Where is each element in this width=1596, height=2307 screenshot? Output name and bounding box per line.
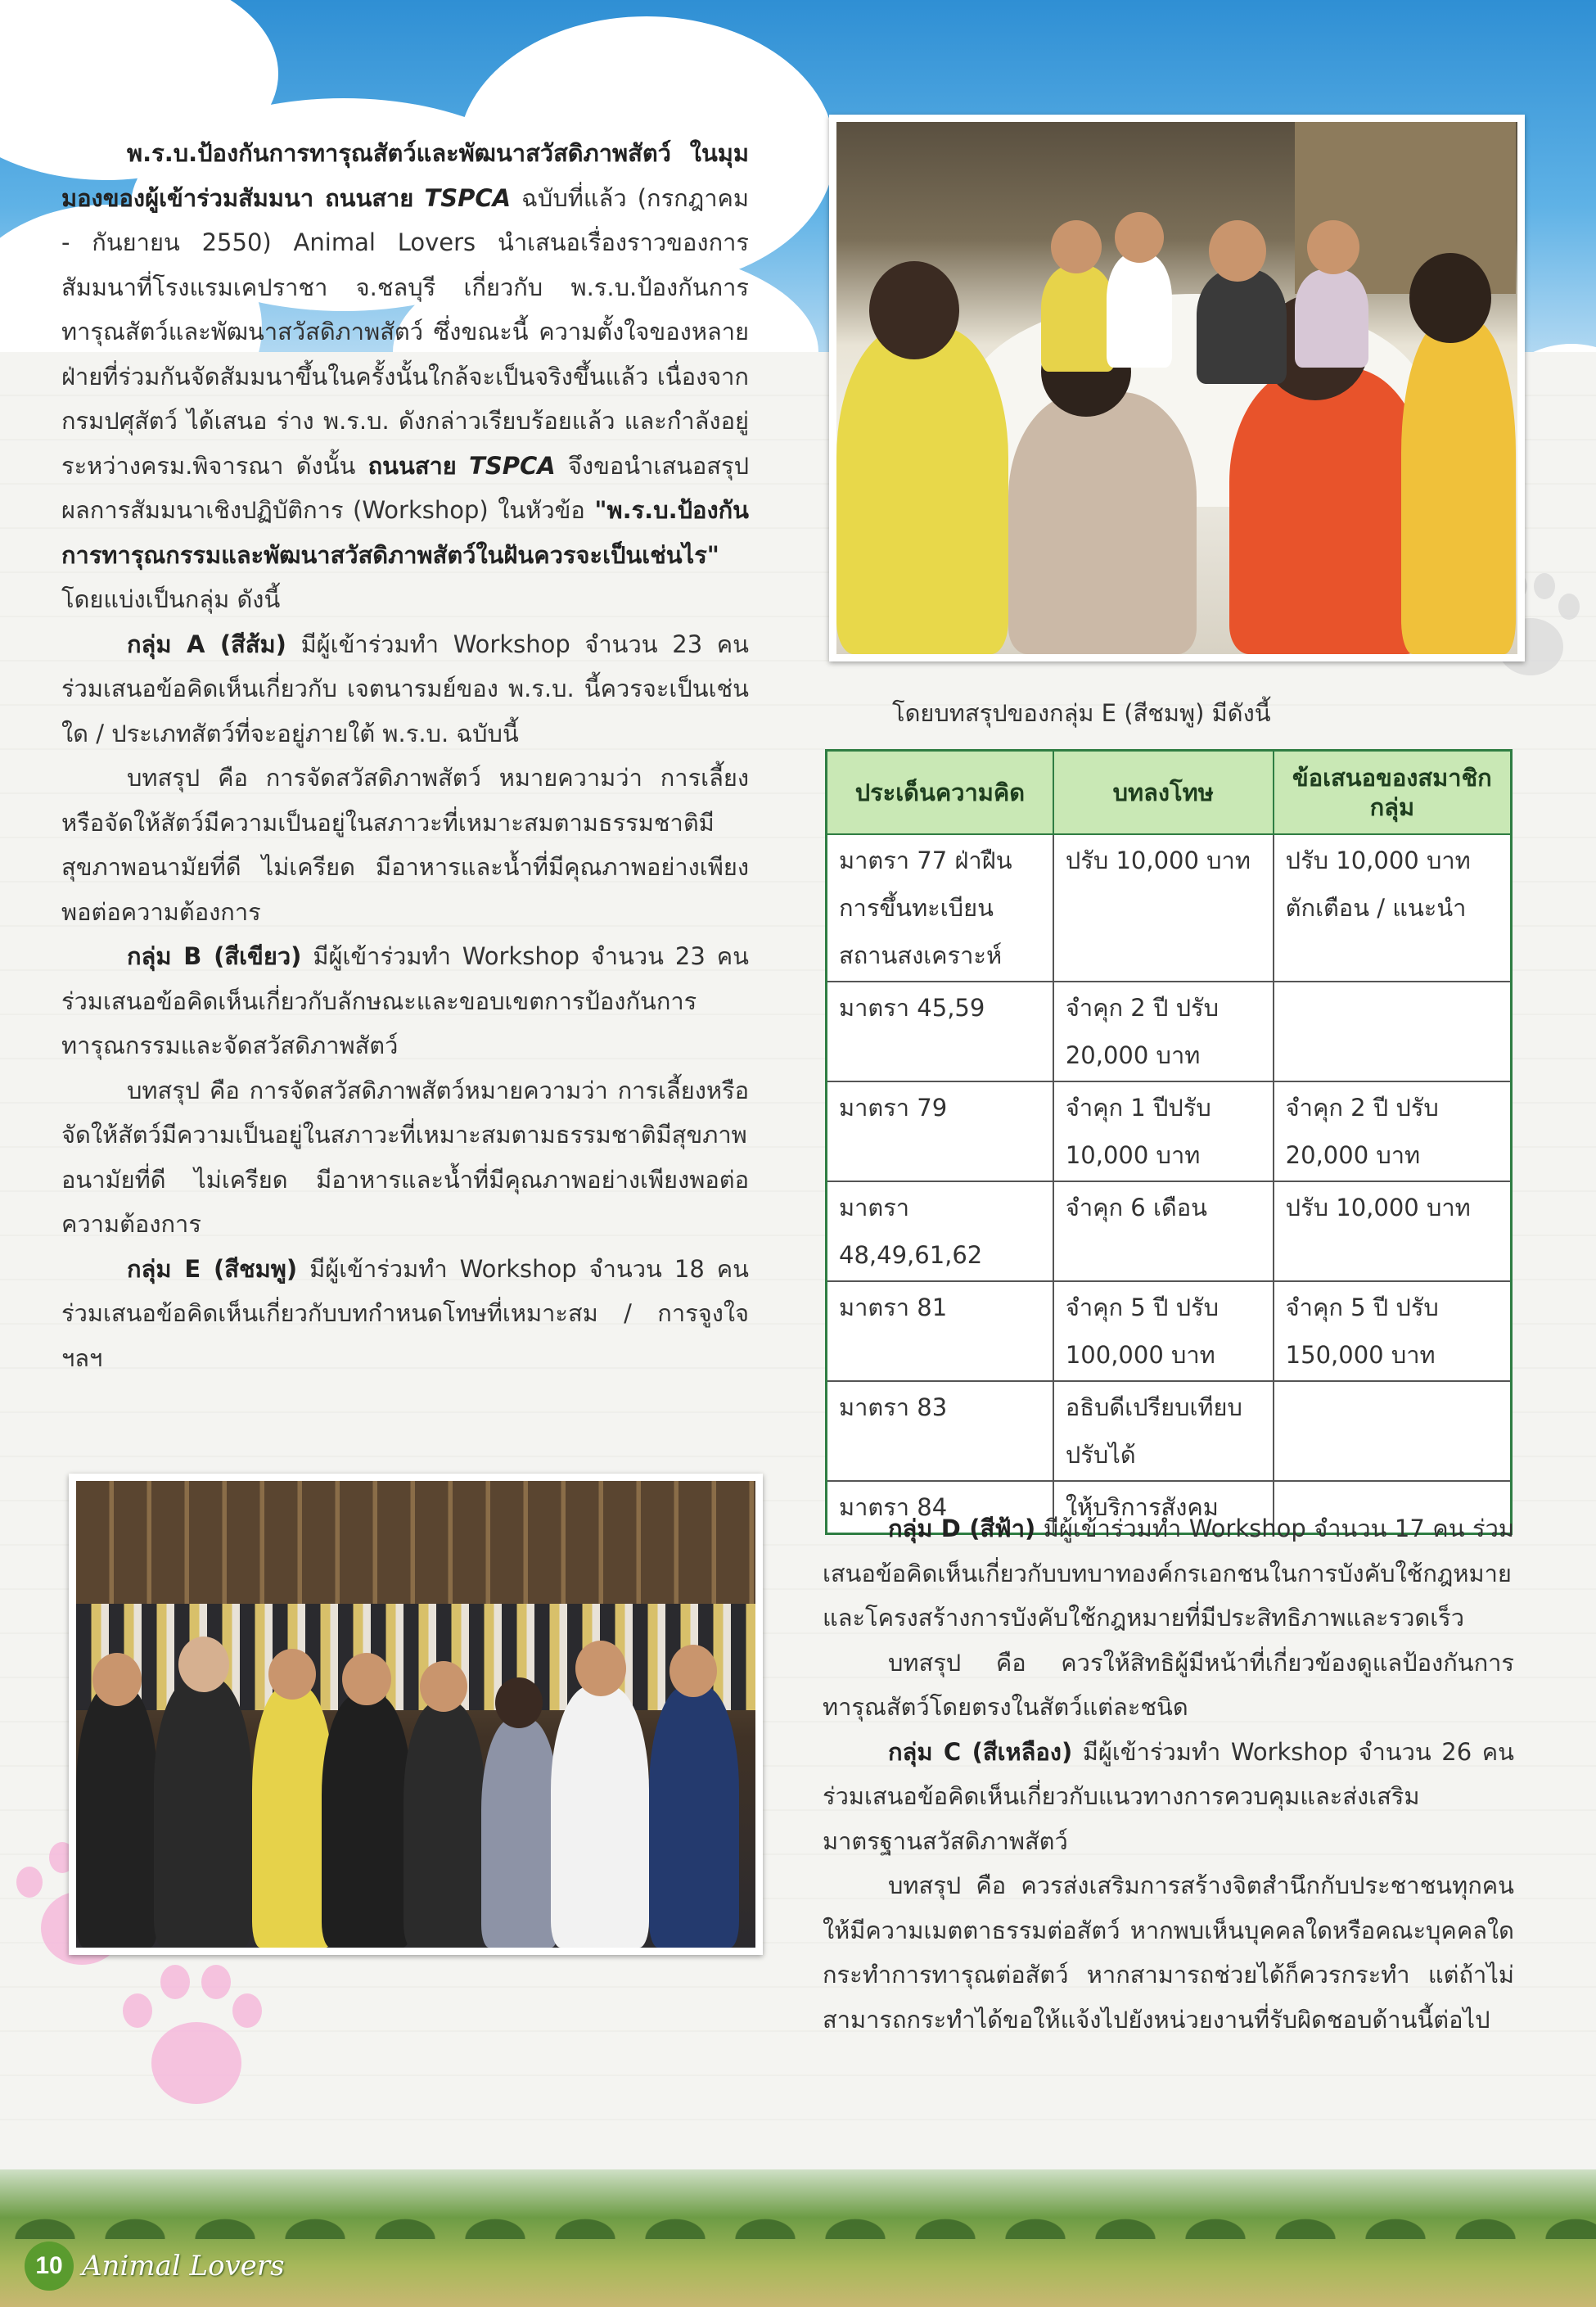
intro-topic: "พ.ร.บ.ป้องกันการทารุณกรรมและพัฒนาสวัสดิภาพสัตว์ในฝันควรจะเป็นเช่นไร" — [61, 496, 749, 569]
treeline-decoration — [0, 2174, 1596, 2239]
table-row — [827, 1081, 1512, 1181]
intro-text-c: โดยแบ่งเป็นกลุ่ม ดังนี้ — [61, 585, 281, 613]
group-e-text: มีผู้เข้าร่วมทำ Workshop จำนวน 18 คน ร่วมเสนอข้อคิดเห็นเกี่ยวกับบทกำหนดโทษที่เหมาะสม / การจูงใจ ฯลฯ — [61, 1254, 749, 1372]
right-article-column — [823, 1506, 1514, 2042]
group-d-paragraph — [823, 1506, 1514, 1641]
table-row — [827, 834, 1512, 982]
table-cell: จำคุก 2 ปี ปรับ 20,000 บาท — [1274, 1081, 1512, 1181]
intro-bold-tspca-2: TSPCA — [469, 451, 556, 480]
table-row — [827, 1381, 1512, 1481]
group-b-text: มีผู้เข้าร่วมทำ Workshop จำนวน 23 คน ร่วมเสนอข้อคิดเห็นเกี่ยวกับลักษณะและขอบเขตการป้องกันการทารุณกรรมและจัดสวัสดิภาพสัตว์ — [61, 942, 749, 1059]
intro-paragraph — [61, 131, 749, 622]
page-number: 10 — [25, 2242, 74, 2291]
group-e-paragraph — [61, 1247, 749, 1381]
table-cell: มาตรา 79 — [827, 1081, 1053, 1181]
table-cell: มาตรา 83 — [827, 1381, 1053, 1481]
paw-print-icon — [123, 1965, 262, 2112]
table-cell: ปรับ 10,000 บาท — [1274, 1181, 1512, 1281]
table-cell: มาตรา 84 — [827, 1481, 1053, 1534]
table-cell: จำคุก 6 เดือน — [1053, 1181, 1274, 1281]
group-photo — [69, 1474, 763, 1955]
group-a-summary: บทสรุป คือ การจัดสวัสดิภาพสัตว์ หมายความว่า การเลี้ยงหรือจัดให้สัตว์มีความเป็นอยู่ในสภาวะที่เหมาะสมตามธรรมชาติมีสุขภาพอนามัยที่ดี ไม่เครียด มีอาหารและน้ำที่มีคุณภาพอย่างเพียงพอต่อความต้องการ — [61, 764, 749, 926]
table-cell: ปรับ 10,000 บาท ตักเตือน / แนะนำ — [1274, 834, 1512, 982]
intro-bold-lead: พ.ร.บ.ป้องกันการทารุณสัตว์และพัฒนาสวัสดิภาพสัตว์ ในมุมมองของผู้เข้าร่วมสัมมนา ถนนสาย — [61, 139, 749, 212]
table-row — [827, 982, 1512, 1081]
table-cell: มาตรา 77 ฝ่าฝืนการขึ้นทะเบียนสถานสงเคราะห์ — [827, 834, 1053, 982]
group-d-label: กลุ่ม D (สีฟ้า) — [888, 1515, 1036, 1542]
table-row — [827, 1181, 1512, 1281]
meeting-photo — [829, 115, 1525, 661]
table-header-cell: บทลงโทษ — [1053, 751, 1274, 835]
group-a-label: กลุ่ม A (สีส้ม) — [127, 630, 286, 658]
table-caption: โดยบทสรุปของกลุ่ม E (สีชมพู) มีดังนี้ — [892, 699, 1271, 727]
intro-bold-tspca: TSPCA — [424, 183, 512, 212]
table-cell: จำคุก 1 ปีปรับ 10,000 บาท — [1053, 1081, 1274, 1181]
intro-bold-road: ถนนสาย — [367, 451, 457, 480]
table-cell: จำคุก 5 ปี ปรับ 150,000 บาท — [1274, 1281, 1512, 1381]
intro-text-b: จึงขอนำเสนอสรุปผลการสัมมนาเชิงปฏิบัติการ (Workshop) ในหัวข้อ — [61, 451, 749, 524]
group-b-summary: บทสรุป คือ การจัดสวัสดิภาพสัตว์หมายความว่า การเลี้ยงหรือจัดให้สัตว์มีความเป็นอยู่ในสภาวะที่เหมาะสมตามธรรมชาติมีสุขภาพอนามัยที่ดี ไม่เครียด มีอาหารและน้ำที่มีคุณภาพอย่างเพียงพอต่อความต้องการ — [61, 1076, 749, 1238]
group-b-label: กลุ่ม B (สีเขียว) — [127, 942, 302, 970]
group-b-paragraph — [61, 934, 749, 1068]
group-c-label: กลุ่ม C (สีเหลือง) — [888, 1737, 1073, 1766]
magazine-name: Animal Lovers — [82, 2250, 285, 2282]
table-cell: ปรับ 10,000 บาท — [1053, 834, 1274, 982]
table-header-cell: ประเด็นความคิด — [827, 751, 1053, 835]
group-e-label: กลุ่ม E (สีชมพู) — [127, 1254, 298, 1283]
group-a-text: มีผู้เข้าร่วมทำ Workshop จำนวน 23 คน ร่วมเสนอข้อคิดเห็นเกี่ยวกับ เจตนารมย์ของ พ.ร.บ. นี้ควรจะเป็นเช่นใด / ประเภทสัตว์ที่จะอยู่ภายใต้ พ.ร.บ. ฉบับนี้ — [61, 630, 749, 747]
intro-text-a: ฉบับที่แล้ว (กรกฎาคม - กันยายน 2550) Animal Lovers นำเสนอเรื่องราวของการสัมมนาที่โรงแรมเคปราชา จ.ชลบุรี เกี่ยวกับ พ.ร.บ.ป้องกันการทารุณสัตว์และพัฒนาสวัสดิภาพสัตว์ ซึ่งขณะนี้ ความตั้งใจของหลายฝ่ายที่ร่วมกันจัดสัมมนาขึ้นในครั้งนั้นใกล้จะเป็นจริงขึ้นแล้ว เนื่องจากกรมปศุสัตว์ ได้เสนอ ร่าง พ.ร.บ. ดังกล่าวเรียบร้อยแล้ว และกำลังอยู่ระหว่างครม.พิจารณา ดังนั้น — [61, 183, 749, 480]
table-cell: อธิบดีเปรียบเทียบปรับได้ — [1053, 1381, 1274, 1481]
table-cell: มาตรา 48,49,61,62 — [827, 1181, 1053, 1281]
group-c-text: มีผู้เข้าร่วมทำ Workshop จำนวน 26 คน ร่วมเสนอข้อคิดเห็นเกี่ยวกับแนวทางการควบคุมและส่งเสริมมาตรฐานสวัสดิภาพสัตว์ — [823, 1737, 1514, 1855]
table-row — [827, 1281, 1512, 1381]
table-header-row — [827, 751, 1512, 835]
penalty-table — [825, 749, 1513, 1535]
table-cell: จำคุก 2 ปี ปรับ 20,000 บาท — [1053, 982, 1274, 1081]
group-a-paragraph — [61, 622, 749, 756]
group-d-summary: บทสรุป คือ ควรให้สิทธิผู้มีหน้าที่เกี่ยวข้องดูแลป้องกันการทารุณสัตว์โดยตรงในสัตว์แต่ละชนิด — [823, 1648, 1514, 1721]
table-cell — [1274, 1381, 1512, 1481]
table-cell: ให้บริการสังคม — [1053, 1481, 1274, 1534]
table-cell: จำคุก 5 ปี ปรับ 100,000 บาท — [1053, 1281, 1274, 1381]
group-c-summary: บทสรุป คือ ควรส่งเสริมการสร้างจิตสำนึกกับประชาชนทุกคนให้มีความเมตตาธรรมต่อสัตว์ หากพบเห็นบุคคลใดหรือคณะบุคคลใดกระทำการทารุณต่อสัตว์ หากสามารถช่วยได้ก็ควรกระทำ แต่ถ้าไม่สามารถกระทำได้ขอให้แจ้งไปยังหน่วยงานที่รับผิดชอบด้านนี้ต่อไป — [823, 1871, 1514, 2034]
table-cell: มาตรา 81 — [827, 1281, 1053, 1381]
group-c-paragraph — [823, 1730, 1514, 1864]
table-cell: มาตรา 45,59 — [827, 982, 1053, 1081]
table-cell — [1274, 982, 1512, 1081]
left-article-column — [61, 131, 749, 1380]
group-d-text: มีผู้เข้าร่วมทำ Workshop จำนวน 17 คน ร่วมเสนอข้อคิดเห็นเกี่ยวกับบทบาทองค์กรเอกชนในการบังคับใช้กฎหมาย และโครงสร้างการบังคับใช้กฎหมายที่มีประสิทธิภาพและรวดเร็ว — [823, 1515, 1514, 1632]
table-header-cell: ข้อเสนอของสมาชิกกลุ่ม — [1274, 751, 1512, 835]
